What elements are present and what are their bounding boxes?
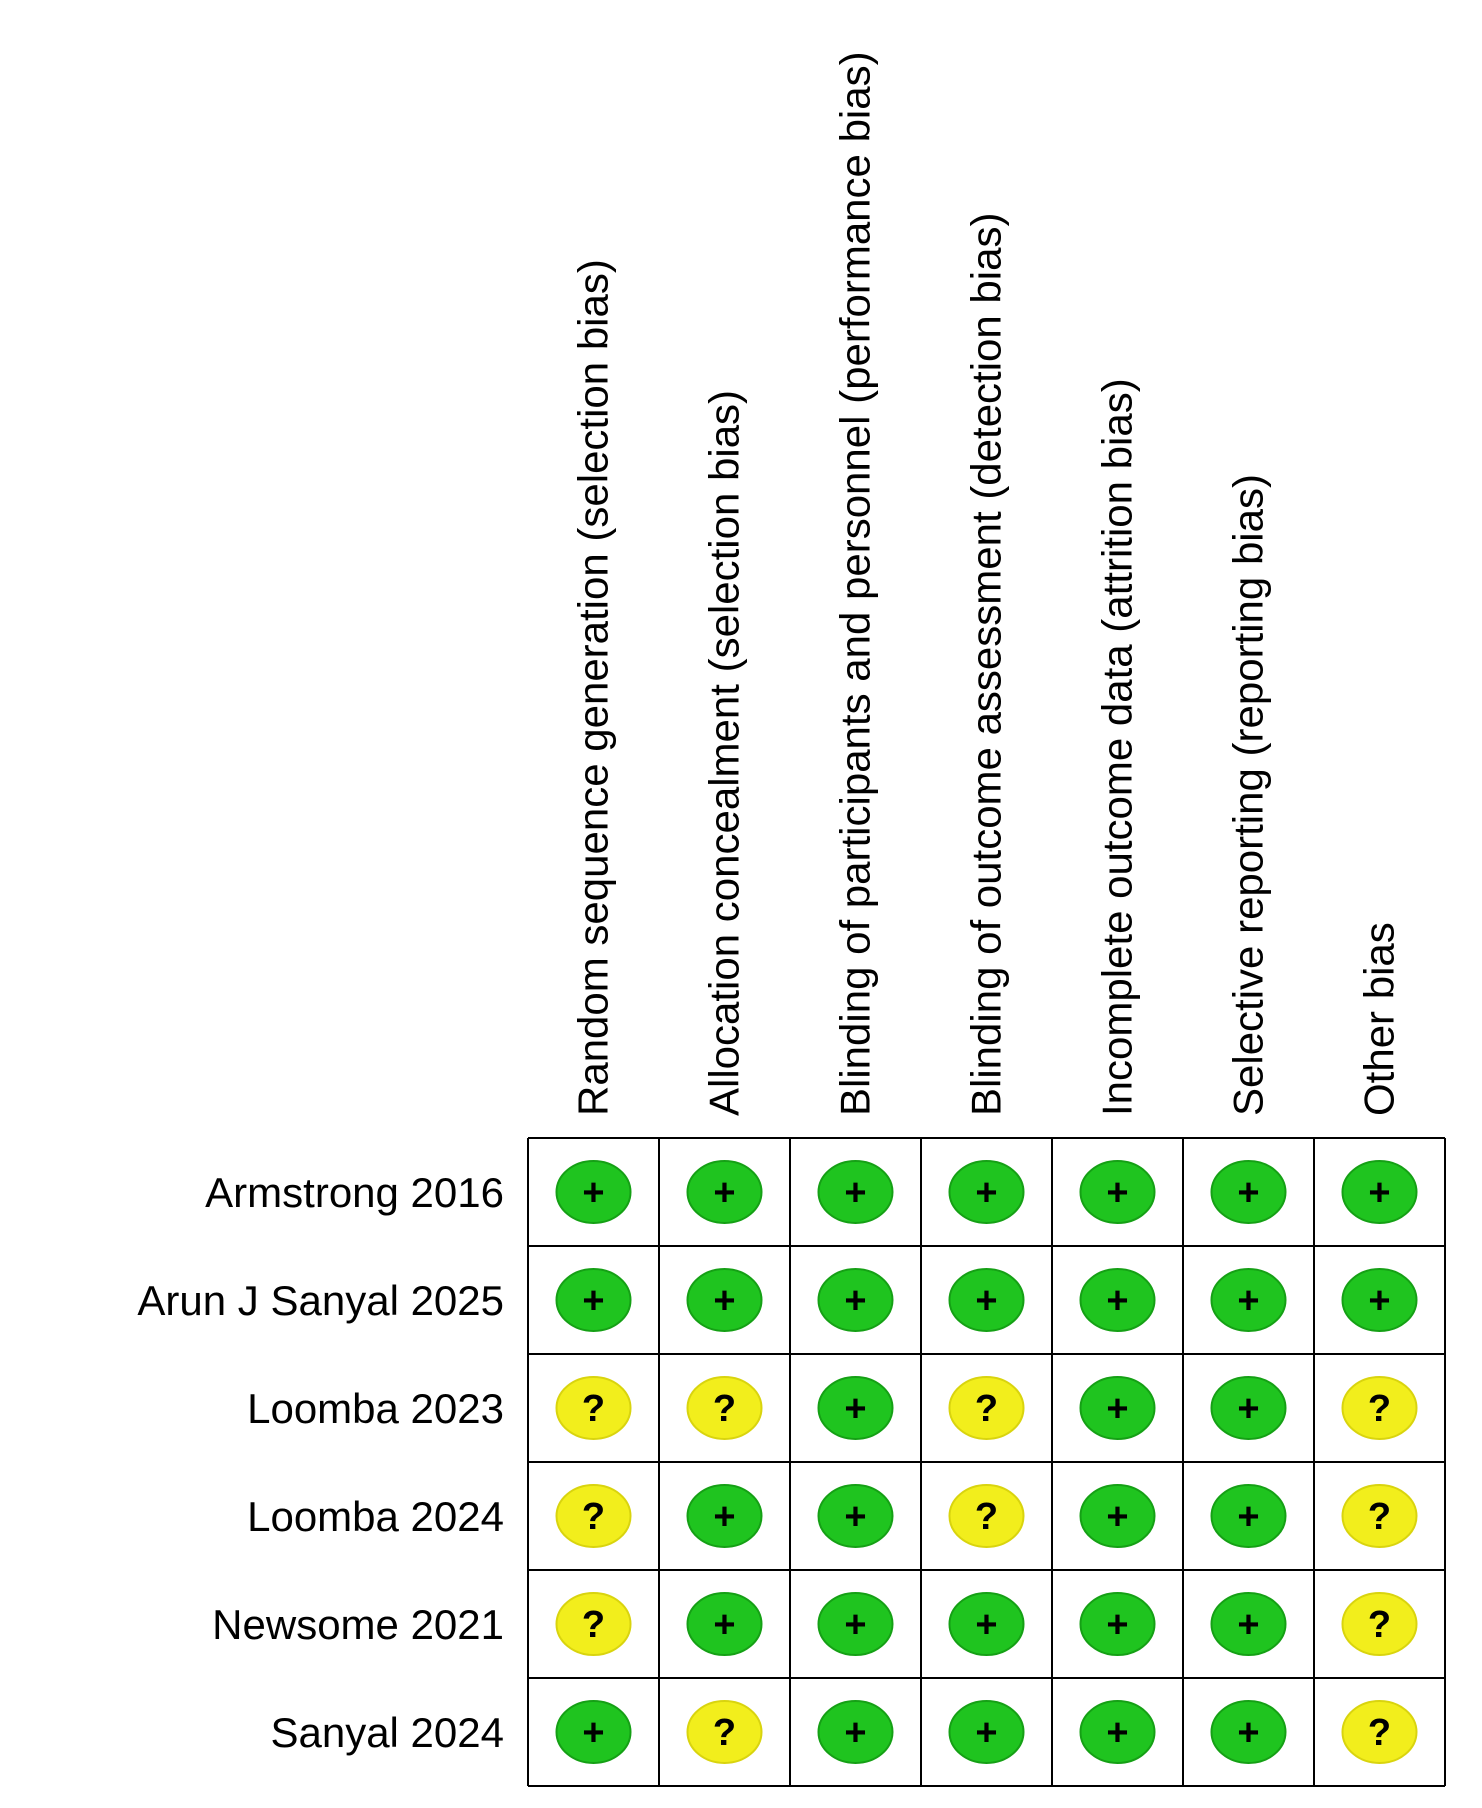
plus-icon: + bbox=[713, 1496, 736, 1538]
question-mark-icon: ? bbox=[1367, 1712, 1392, 1754]
low-risk-mark bbox=[950, 1161, 1024, 1223]
question-mark-icon: ? bbox=[581, 1496, 606, 1538]
low-risk-mark bbox=[950, 1701, 1024, 1763]
plus-icon: + bbox=[844, 1388, 867, 1430]
question-mark-icon: ? bbox=[974, 1496, 999, 1538]
low-risk-mark bbox=[688, 1485, 762, 1547]
plus-icon: + bbox=[1368, 1172, 1391, 1214]
question-mark-icon: ? bbox=[581, 1388, 606, 1430]
plus-icon: + bbox=[1106, 1604, 1129, 1646]
plus-icon: + bbox=[975, 1712, 998, 1754]
domain-label: Random sequence generation (selection bias) bbox=[569, 259, 617, 1116]
low-risk-mark bbox=[819, 1161, 893, 1223]
low-risk-mark bbox=[557, 1701, 631, 1763]
low-risk-mark bbox=[557, 1161, 631, 1223]
low-risk-mark bbox=[1343, 1269, 1417, 1331]
plus-icon: + bbox=[713, 1280, 736, 1322]
domain-label: Other bias bbox=[1355, 922, 1403, 1116]
low-risk-mark bbox=[557, 1269, 631, 1331]
low-risk-mark bbox=[1081, 1161, 1155, 1223]
study-label: Loomba 2023 bbox=[247, 1385, 504, 1432]
unclear-risk-mark bbox=[557, 1377, 631, 1439]
low-risk-mark bbox=[950, 1269, 1024, 1331]
plus-icon: + bbox=[844, 1496, 867, 1538]
plus-icon: + bbox=[713, 1604, 736, 1646]
plus-icon: + bbox=[1368, 1280, 1391, 1322]
low-risk-mark bbox=[1212, 1377, 1286, 1439]
plus-icon: + bbox=[1106, 1496, 1129, 1538]
domain-label: Allocation concealment (selection bias) bbox=[700, 389, 748, 1116]
unclear-risk-mark bbox=[1343, 1377, 1417, 1439]
unclear-risk-mark bbox=[1343, 1593, 1417, 1655]
question-mark-icon: ? bbox=[974, 1388, 999, 1430]
plus-icon: + bbox=[1237, 1496, 1260, 1538]
plus-icon: + bbox=[1237, 1388, 1260, 1430]
domain-label: Blinding of participants and personnel (performance bias) bbox=[831, 51, 879, 1116]
plus-icon: + bbox=[582, 1280, 605, 1322]
unclear-risk-mark bbox=[557, 1485, 631, 1547]
plus-icon: + bbox=[1106, 1712, 1129, 1754]
low-risk-mark bbox=[688, 1593, 762, 1655]
low-risk-mark bbox=[819, 1593, 893, 1655]
study-label: Arun J Sanyal 2025 bbox=[137, 1277, 504, 1324]
study-label: Newsome 2021 bbox=[212, 1601, 504, 1648]
low-risk-mark bbox=[1212, 1593, 1286, 1655]
low-risk-mark bbox=[1081, 1701, 1155, 1763]
study-label: Sanyal 2024 bbox=[270, 1709, 504, 1756]
plus-icon: + bbox=[1106, 1280, 1129, 1322]
unclear-risk-mark bbox=[1343, 1485, 1417, 1547]
plus-icon: + bbox=[975, 1280, 998, 1322]
unclear-risk-mark bbox=[688, 1701, 762, 1763]
plus-icon: + bbox=[844, 1172, 867, 1214]
question-mark-icon: ? bbox=[712, 1712, 737, 1754]
unclear-risk-mark bbox=[557, 1593, 631, 1655]
low-risk-mark bbox=[950, 1593, 1024, 1655]
unclear-risk-mark bbox=[688, 1377, 762, 1439]
low-risk-mark bbox=[819, 1485, 893, 1547]
plus-icon: + bbox=[1237, 1712, 1260, 1754]
low-risk-mark bbox=[688, 1269, 762, 1331]
plus-icon: + bbox=[713, 1172, 736, 1214]
plus-icon: + bbox=[975, 1604, 998, 1646]
question-mark-icon: ? bbox=[1367, 1496, 1392, 1538]
low-risk-mark bbox=[1212, 1701, 1286, 1763]
domain-label: Selective reporting (reporting bias) bbox=[1224, 474, 1272, 1116]
low-risk-mark bbox=[1212, 1161, 1286, 1223]
plus-icon: + bbox=[1106, 1388, 1129, 1430]
low-risk-mark bbox=[819, 1377, 893, 1439]
plus-icon: + bbox=[844, 1604, 867, 1646]
question-mark-icon: ? bbox=[1367, 1604, 1392, 1646]
unclear-risk-mark bbox=[950, 1485, 1024, 1547]
plus-icon: + bbox=[975, 1172, 998, 1214]
domain-label: Blinding of outcome assessment (detection bias) bbox=[962, 212, 1010, 1116]
plus-icon: + bbox=[844, 1712, 867, 1754]
unclear-risk-mark bbox=[1343, 1701, 1417, 1763]
low-risk-mark bbox=[1081, 1269, 1155, 1331]
domain-label: Incomplete outcome data (attrition bias) bbox=[1093, 378, 1141, 1116]
plus-icon: + bbox=[1237, 1604, 1260, 1646]
low-risk-mark bbox=[1081, 1377, 1155, 1439]
plus-icon: + bbox=[1237, 1280, 1260, 1322]
study-label: Loomba 2024 bbox=[247, 1493, 504, 1540]
low-risk-mark bbox=[1212, 1269, 1286, 1331]
low-risk-mark bbox=[1212, 1485, 1286, 1547]
low-risk-mark bbox=[819, 1701, 893, 1763]
question-mark-icon: ? bbox=[712, 1388, 737, 1430]
plus-icon: + bbox=[582, 1172, 605, 1214]
plus-icon: + bbox=[844, 1280, 867, 1322]
low-risk-mark bbox=[1081, 1485, 1155, 1547]
study-label: Armstrong 2016 bbox=[205, 1169, 504, 1216]
unclear-risk-mark bbox=[950, 1377, 1024, 1439]
question-mark-icon: ? bbox=[1367, 1388, 1392, 1430]
plus-icon: + bbox=[1237, 1172, 1260, 1214]
low-risk-mark bbox=[1343, 1161, 1417, 1223]
low-risk-mark bbox=[819, 1269, 893, 1331]
low-risk-mark bbox=[1081, 1593, 1155, 1655]
plus-icon: + bbox=[582, 1712, 605, 1754]
question-mark-icon: ? bbox=[581, 1604, 606, 1646]
plus-icon: + bbox=[1106, 1172, 1129, 1214]
low-risk-mark bbox=[688, 1161, 762, 1223]
